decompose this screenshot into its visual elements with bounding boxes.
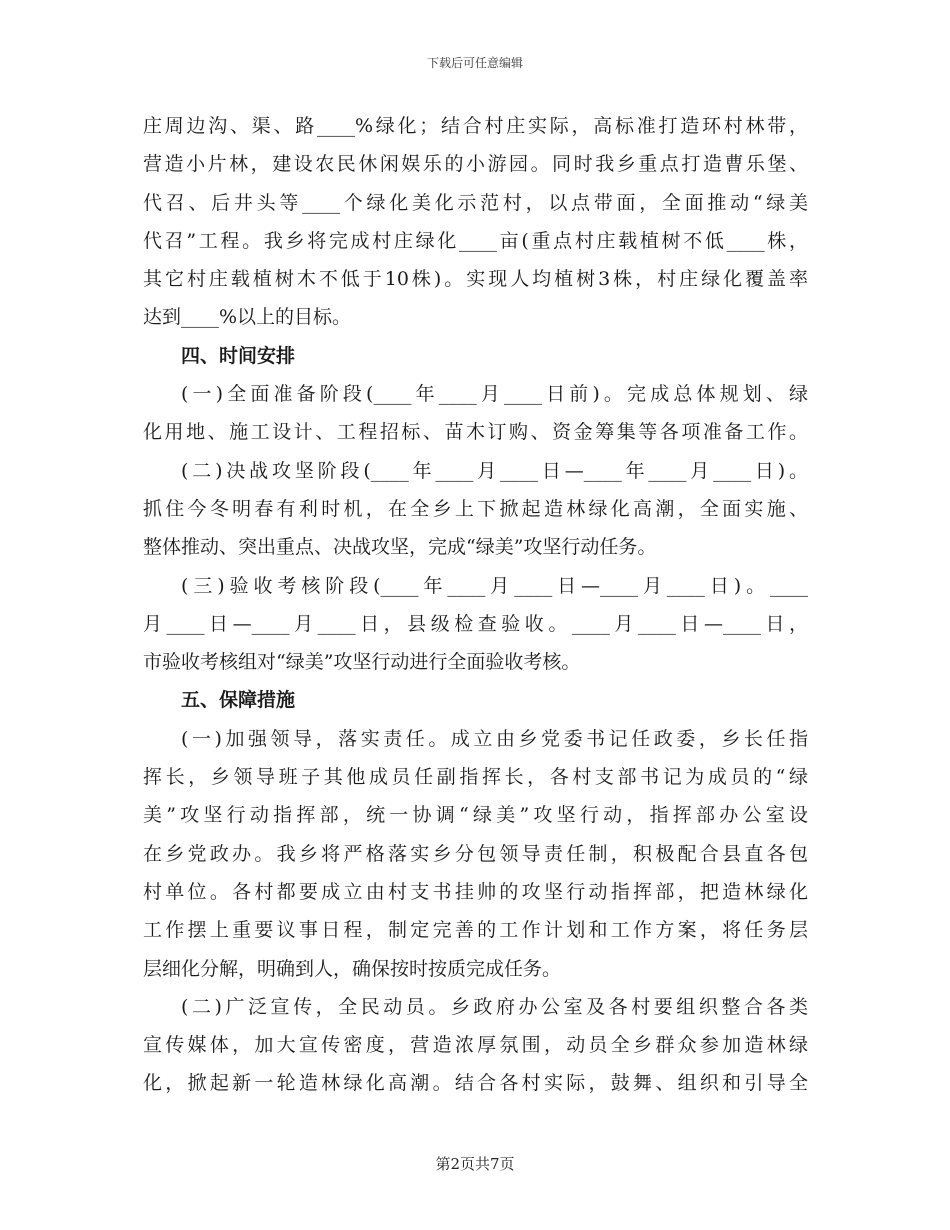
paragraph-line: 挥长，乡领导班子其他成员任副指挥长，各村支部书记为成员的“绿: [143, 766, 808, 789]
paragraph-last-line: 层细化分解，明确到人，确保按时按质完成任务。: [143, 957, 562, 980]
paragraph-line: 化用地、施工设计、工程招标、苗木订购、资金筹集等各项准备工作。: [143, 421, 808, 444]
paragraph-first-line: (三)验收考核阶段(____年____月____日—____月____日)。____: [181, 574, 808, 597]
paragraph-line: 代召、后井头等____个绿化美化示范村，以点带面，全面推动“绿美: [143, 191, 808, 214]
paragraph-last-line: 达到____%以上的目标。: [143, 306, 352, 329]
paragraph-line: 在乡党政办。我乡将严格落实乡分包领导责任制，积极配合县直各包: [143, 842, 808, 865]
document-body: [143, 107, 808, 1103]
paragraph-line: 美”攻坚行动指挥部，统一协调“绿美”攻坚行动，指挥部办公室设: [143, 804, 808, 827]
paragraph-line: 营造小片林，建设农民休闲娱乐的小游园。同时我乡重点打造曹乐堡、: [143, 153, 808, 176]
paragraph-first-line: (二)广泛宣传，全民动员。乡政府办公室及各村要组织整合各类: [181, 995, 808, 1018]
page-number: 第2页共7页: [435, 1155, 515, 1173]
paragraph-line: 工作摆上重要议事日程，制定完善的工作计划和工作方案，将任务层: [143, 919, 808, 942]
page-header: 下载后可任意编辑: [426, 56, 523, 70]
paragraph-first-line: (一)全面准备阶段(____年____月____日前)。完成总体规划、绿: [181, 383, 808, 406]
section-heading: 五、保障措施: [181, 689, 296, 712]
section-heading: 四、时间安排: [181, 344, 296, 367]
paragraph-line: 宣传媒体，加大宣传密度，营造浓厚氛围，动员全乡群众参加造林绿: [143, 1034, 808, 1057]
paragraph-line: 村单位。各村都要成立由村支书挂帅的攻坚行动指挥部，把造林绿化: [143, 880, 808, 903]
paragraph-first-line: (二)决战攻坚阶段(____年____月____日—____年____月____日)。: [181, 459, 808, 482]
paragraph-line: 其它村庄载植树木不低于10株)。实现人均植树3株，村庄绿化覆盖率: [143, 268, 808, 291]
paragraph-line: 化，掀起新一轮造林绿化高潮。结合各村实际，鼓舞、组织和引导全: [143, 1072, 808, 1095]
paragraph-last-line: 整体推动、突出重点、决战攻坚，完成“绿美”攻坚行动任务。: [143, 536, 657, 559]
paragraph-line: 代召”工程。我乡将完成村庄绿化____亩(重点村庄载植树不低____株，: [143, 229, 808, 252]
paragraph-line: 月____日—____月____日，县级检查验收。____月____日—____日，: [143, 612, 808, 635]
paragraph-last-line: 市验收考核组对“绿美”攻坚行动进行全面验收考核。: [143, 651, 581, 674]
paragraph-line: 抓住今冬明春有利时机，在全乡上下掀起造林绿化高潮，全面实施、: [143, 497, 808, 520]
paragraph-line: 庄周边沟、渠、路____%绿化；结合村庄实际，高标准打造环村林带，: [143, 115, 808, 137]
paragraph-first-line: (一)加强领导，落实责任。成立由乡党委书记任政委，乡长任指: [181, 727, 808, 750]
